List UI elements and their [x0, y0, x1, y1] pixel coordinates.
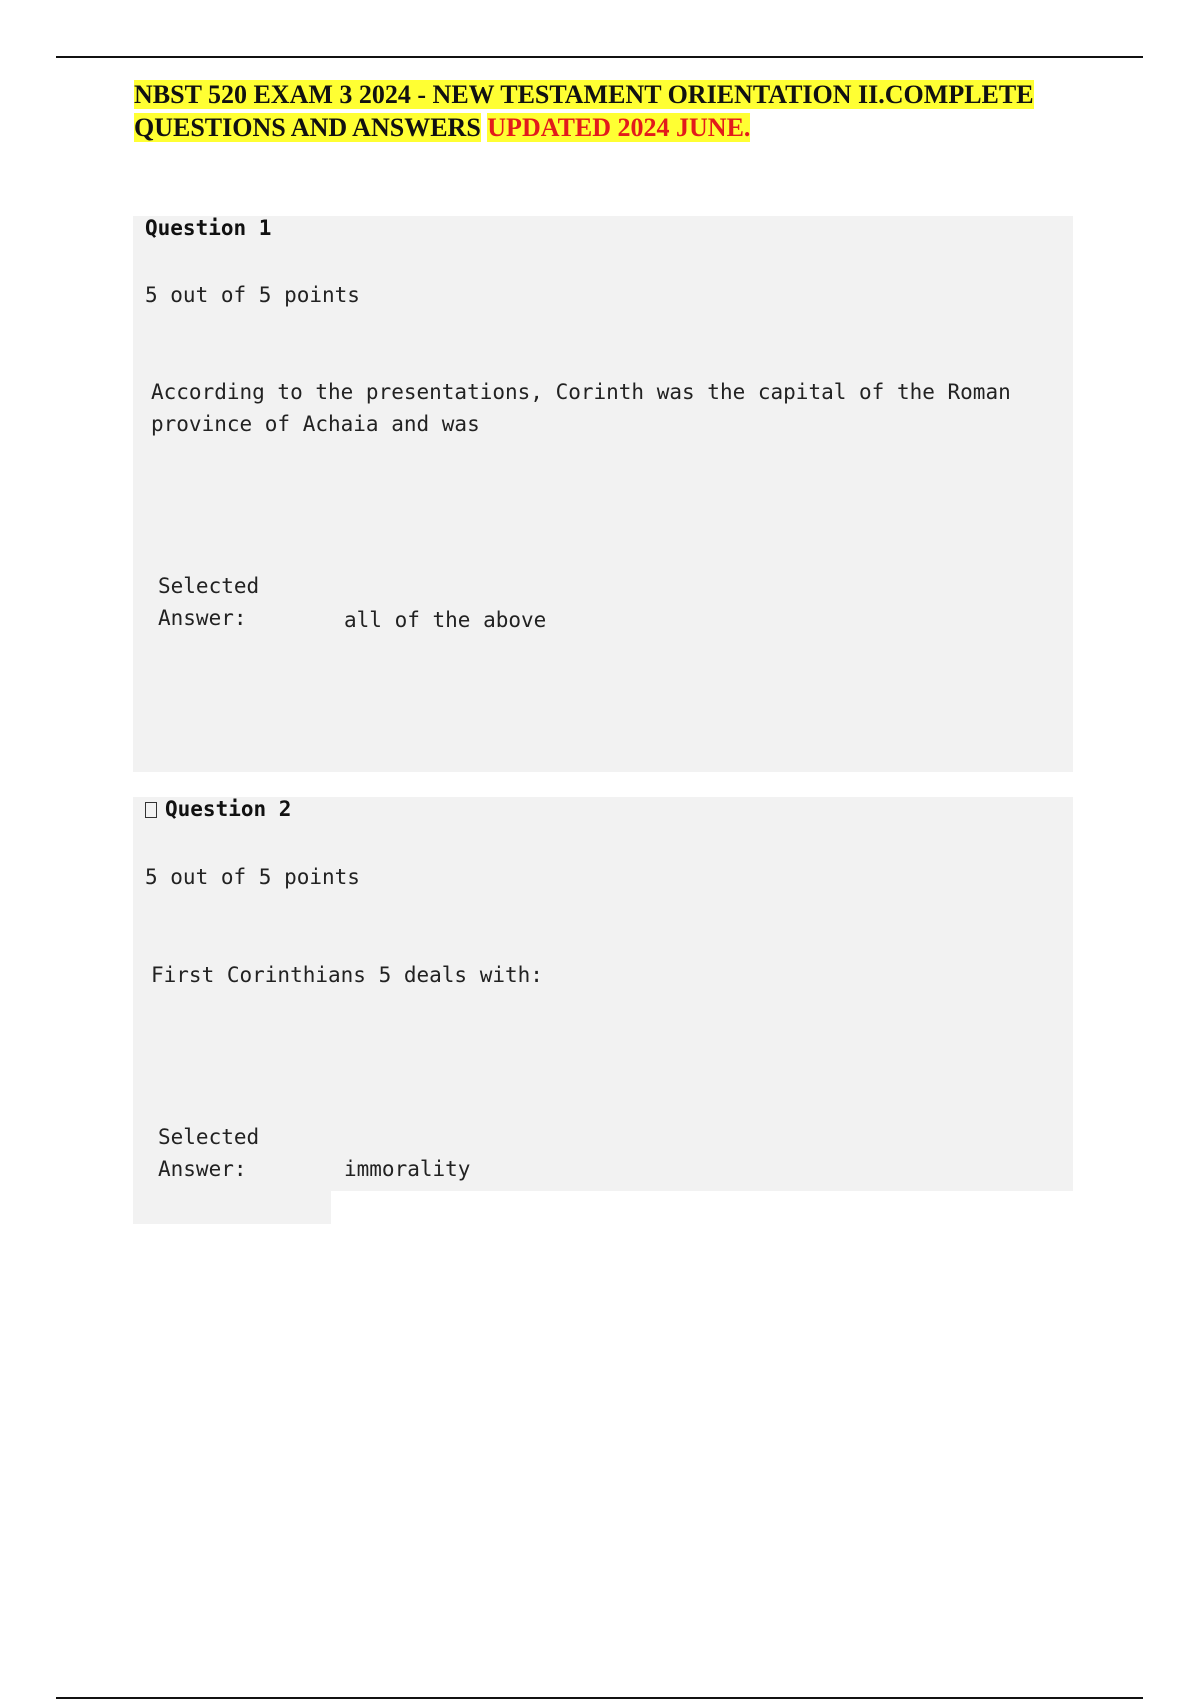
question-1-points: 5 out of 5 points	[145, 283, 360, 307]
question-1-selected-label-line1: Selected	[158, 574, 260, 598]
question-block-2	[133, 797, 1073, 1191]
title-updated: UPDATED 2024 JUNE.	[487, 113, 751, 142]
bottom-rule	[56, 1697, 1143, 1699]
question-2-selected-label-line2: Answer:	[158, 1157, 247, 1181]
missing-glyph-icon	[145, 802, 157, 818]
question-2-selected-label-line1: Selected	[158, 1125, 260, 1149]
page-title	[134, 78, 1034, 144]
question-2-answer: immorality	[344, 1157, 471, 1181]
question-1-answer: all of the above	[344, 608, 547, 632]
question-1-text: According to the presentations, Corinth was the capital of the Roman province of Achaia and was	[151, 380, 1011, 436]
question-2-label-cell	[133, 1191, 331, 1224]
question-2-title-row	[145, 797, 291, 821]
question-2-points: 5 out of 5 points	[145, 865, 360, 889]
question-2-title: Question 2	[165, 797, 292, 821]
question-2-text: First Corinthians 5 deals with:	[151, 963, 543, 987]
title-main: NBST 520 EXAM 3 2024 - NEW TESTAMENT ORIENTATION II.COMPLETE QUESTIONS AND ANSWERS	[134, 80, 1034, 142]
question-1-title: Question 1	[145, 216, 272, 240]
question-1-selected-label-line2: Answer:	[158, 606, 247, 630]
top-rule	[56, 56, 1143, 58]
